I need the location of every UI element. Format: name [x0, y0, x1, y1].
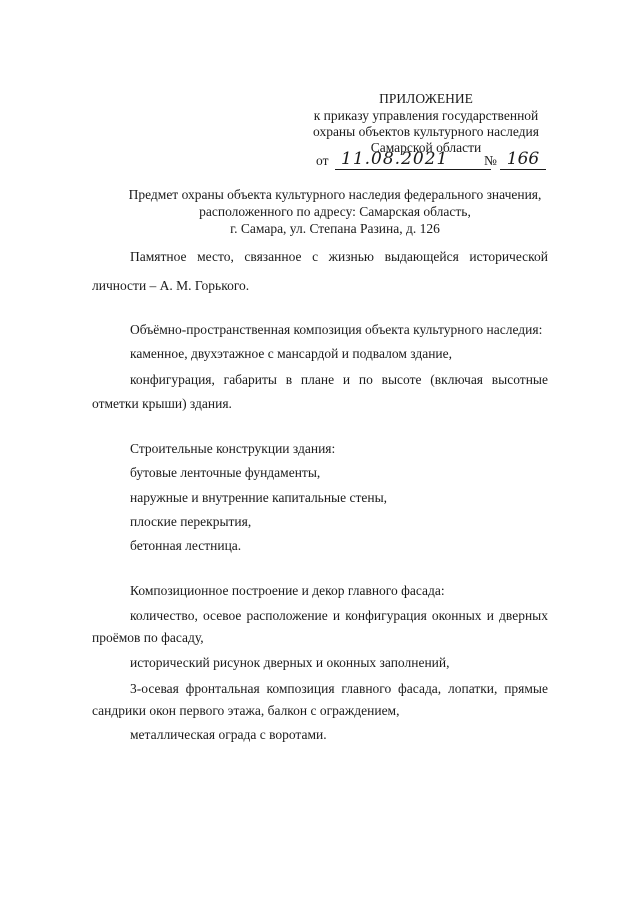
facade-item-1-line-1: количество, осевое расположение и конфигурация оконных и дверных — [130, 608, 548, 623]
appendix-title: ПРИЛОЖЕНИЕ — [379, 91, 473, 106]
order-date: 11.08.2021 — [335, 149, 491, 170]
order-number: 166 — [500, 149, 546, 170]
date-prefix: от — [316, 153, 329, 168]
facade-heading: Композиционное построение и декор главного фасада: — [130, 583, 445, 598]
subject-line-3: г. Самара, ул. Степана Разина, д. 126 — [230, 221, 440, 236]
subject-line-1: Предмет охраны объекта культурного наследия федерального значения, — [128, 187, 542, 202]
composition-heading: Объёмно-пространственная композиция объекта культурного наследия: — [130, 322, 543, 337]
facade-item-1-line-2: проёмов по фасаду, — [92, 630, 204, 645]
structures-item-3: плоские перекрытия, — [130, 514, 252, 529]
appendix-line-2: охраны объектов культурного наследия — [313, 124, 539, 139]
structures-item-1: бутовые ленточные фундаменты, — [130, 465, 321, 480]
document-subject — [96, 186, 574, 237]
appendix-header — [300, 91, 552, 156]
subject-line-2: расположенного по адресу: Самарская область, — [199, 204, 471, 219]
structures-item-2: наружные и внутренние капитальные стены, — [130, 490, 388, 505]
order-date-number — [316, 149, 548, 172]
memorial-line-2: личности – А. М. Горького. — [92, 278, 250, 293]
appendix-line-1: к приказу управления государственной — [313, 108, 539, 123]
composition-item-2-line-2: отметки крыши) здания. — [92, 396, 232, 411]
appendix-line-3: Самарской области — [370, 140, 482, 155]
memorial-line-1: Памятное место, связанное с жизнью выдающейся исторической — [130, 249, 548, 264]
composition-item-1: каменное, двухэтажное с мансардой и подвалом здание, — [130, 346, 453, 361]
structures-item-4: бетонная лестница. — [130, 538, 242, 553]
facade-item-3-line-1: 3-осевая фронтальная композиция главного фасада, лопатки, прямые — [130, 681, 548, 696]
composition-item-2-line-1: конфигурация, габариты в плане и по высоте (включая высотные — [130, 372, 548, 387]
facade-item-3-line-2: сандрики окон первого этажа, балкон с ограждением, — [92, 703, 400, 718]
number-sign: № — [484, 153, 497, 168]
facade-item-4: металлическая ограда с воротами. — [130, 727, 327, 742]
structures-heading: Строительные конструкции здания: — [130, 441, 336, 456]
facade-item-2: исторический рисунок дверных и оконных заполнений, — [130, 655, 450, 670]
